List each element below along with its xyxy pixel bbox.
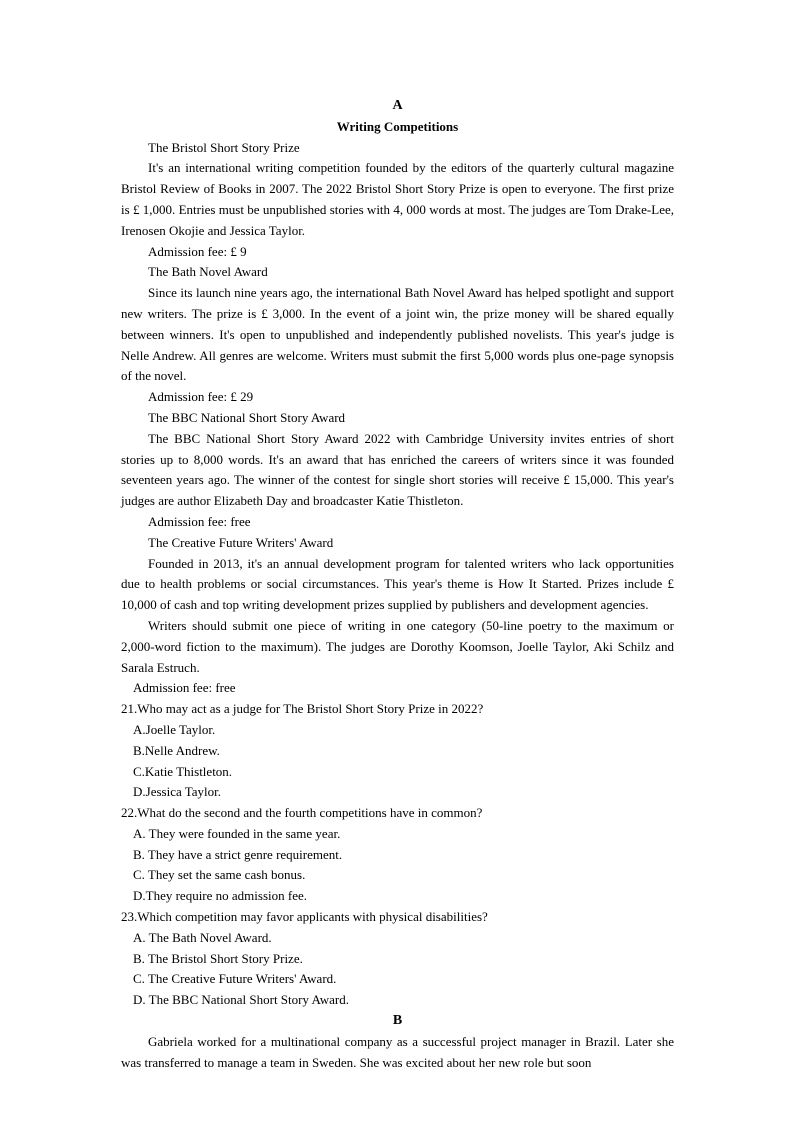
competition-paragraph: Founded in 2013, it's an annual development program for talented writers who lack opportunities due to health problems or social circumstances. This year's theme is How It Started. Prizes include £ 10,000 of cash and top writing development prizes supplied by publishers and development agencies. [121,555,674,613]
competition-paragraph: Since its launch nine years ago, the international Bath Novel Award has helped spotlight and support new writers. The prize is £ 3,000. In the event of a joint win, the prize money will be shared equally between winners. It's open to unpublished and independently published novelists. This year's judge is Nelle Andrew. All genres are welcome. Writers must submit the first 5,000 words plus one-page synopsis of the novel. [121,285,674,384]
option-a: A.Joelle Taylor. [133,721,216,737]
admission-fee: Admission fee: free [133,680,236,696]
document-page [121,96,674,1073]
option-a: A. The Bath Novel Award. [133,929,272,945]
competition-name: The Bristol Short Story Prize [148,139,300,155]
option-a: A. They were founded in the same year. [133,825,341,841]
option-c: C. They set the same cash bonus. [133,867,306,883]
option-d: D. The BBC National Short Story Award. [133,992,349,1008]
question-options [121,928,674,1011]
option-d: D.They require no admission fee. [133,888,308,904]
option-b: B.Nelle Andrew. [133,742,220,758]
competition-paragraph: It's an international writing competition founded by the editors of the quarterly cultural magazine Bristol Review of Books in 2007. The 2022 Bristol Short Story Prize is open to everyone. The first prize is £ 1,000. Entries must be unpublished stories with 4, 000 words at most. The judges are Tom Drake-Lee, Irenosen Okojie and Jessica Taylor. [121,160,674,238]
section-a-title: Writing Competitions [336,118,459,134]
section-a-letter: A [392,98,403,113]
option-c: C. The Creative Future Writers' Award. [133,971,337,987]
competition-name: The Bath Novel Award [148,264,268,280]
admission-fee: Admission fee: £ 29 [148,389,254,405]
competition-name: The Creative Future Writers' Award [148,534,334,550]
competition-paragraph: Writers should submit one piece of writing in one category (50-line poetry to the maximum or 2,000-word fiction to the maximum). The judges are Dorothy Koomson, Joelle Taylor, Aki Schilz and Sarala Estruch. [121,617,674,675]
question-options [121,720,674,803]
option-c: C.Katie Thistleton. [133,763,233,779]
section-b-letter: B [392,1013,403,1029]
question-stem: 23.Which competition may favor applicants with physical disabilities? [121,909,488,925]
option-b: B. The Bristol Short Story Prize. [133,950,303,966]
option-b: B. They have a strict genre requirement. [133,846,343,862]
competition-name: The BBC National Short Story Award [148,409,346,425]
option-d: D.Jessica Taylor. [133,784,222,800]
question-stem: 22.What do the second and the fourth competitions have in common? [121,805,483,821]
admission-fee: Admission fee: £ 9 [148,243,247,259]
competition-paragraph: The BBC National Short Story Award 2022 with Cambridge University invites entries of short stories up to 8,000 words. It's an award that has enriched the careers of writers since it was founded seventeen years ago. The winner of the contest for single short stories will receive £ 15,000. This year's judges are author Elizabeth Day and broadcaster Katie Thistleton. [121,430,674,509]
question-stem: 21.Who may act as a judge for The Bristol Short Story Prize in 2022? [121,701,484,717]
section-b-paragraph: Gabriela worked for a multinational company as a successful project manager in Brazil. Later she was transferred to manage a team in Sweden. She was excited about her new role but soon [121,1033,674,1070]
question-options [121,824,674,907]
admission-fee: Admission fee: free [148,513,251,529]
